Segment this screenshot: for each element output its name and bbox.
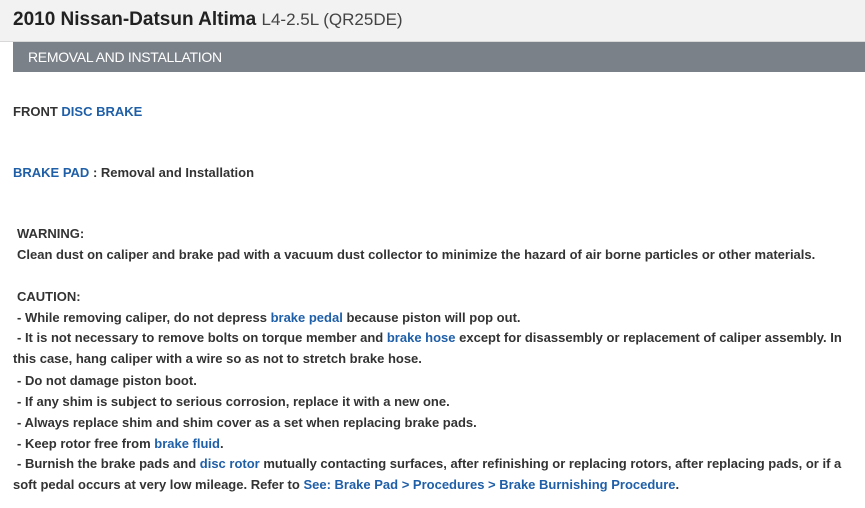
caution-item-7 — [13, 453, 861, 495]
caution-item-2 — [13, 327, 861, 369]
caution-heading: CAUTION: — [17, 289, 81, 304]
caution-item-1-text-a: - While removing caliper, do not depress — [17, 310, 271, 325]
caution-item-7-text-b: mutually contacting surfaces, after refinishing or replacing rotors, after replacing pads, or if a soft pedal occurs at very low mileage. Refer to — [13, 456, 842, 492]
caution-item-1 — [17, 310, 521, 326]
caution-item-6-text-b: . — [220, 436, 224, 451]
caution-item-7-text-a: - Burnish the brake pads and — [17, 456, 200, 471]
vehicle-title — [13, 9, 403, 31]
brake-fluid-link[interactable]: brake fluid — [154, 436, 220, 451]
caution-item-7-text-c: . — [675, 477, 680, 492]
brake-hose-link[interactable]: brake hose — [386, 330, 456, 345]
caution-item-6-text-a: - Keep rotor free from — [17, 436, 155, 451]
brake-pad-suffix: : Removal and Installation — [89, 165, 255, 180]
front-heading — [13, 104, 142, 120]
caution-item-6 — [17, 436, 224, 452]
disc-rotor-link[interactable]: disc rotor — [199, 456, 260, 471]
front-prefix: FRONT — [13, 104, 58, 119]
caution-item-1-text-b: because piston will pop out. — [342, 310, 521, 325]
vehicle-make-model: 2010 Nissan-Datsun Altima — [13, 9, 257, 30]
caution-item-4: - If any shim is subject to serious corrosion, replace it with a new one. — [17, 394, 450, 409]
brake-pad-heading — [13, 165, 254, 181]
disc-brake-link[interactable]: DISC BRAKE — [61, 104, 143, 119]
caution-item-2-text-b: except for disassembly or replacement of caliper assembly. In this case, hang caliper with a wire so as not to stretch brake hose. — [13, 330, 842, 366]
caution-item-3: - Do not damage piston boot. — [17, 373, 197, 388]
section-title: REMOVAL AND INSTALLATION — [28, 49, 222, 65]
brake-pedal-link[interactable]: brake pedal — [270, 310, 343, 325]
vehicle-engine: L4-2.5L (QR25DE) — [261, 10, 403, 29]
caution-item-5: - Always replace shim and shim cover as a set when replacing brake pads. — [17, 415, 477, 430]
burnishing-procedure-link[interactable]: See: Brake Pad > Procedures > Brake Burnishing Procedure — [303, 477, 676, 492]
brake-pad-link[interactable]: BRAKE PAD — [13, 165, 90, 180]
warning-text: Clean dust on caliper and brake pad with a vacuum dust collector to minimize the hazard of air borne particles or other materials. — [17, 247, 816, 262]
page-header — [0, 0, 865, 42]
caution-item-2-text-a: - It is not necessary to remove bolts on torque member and — [17, 330, 387, 345]
section-title-bar — [13, 42, 865, 72]
warning-heading: WARNING: — [17, 226, 85, 241]
